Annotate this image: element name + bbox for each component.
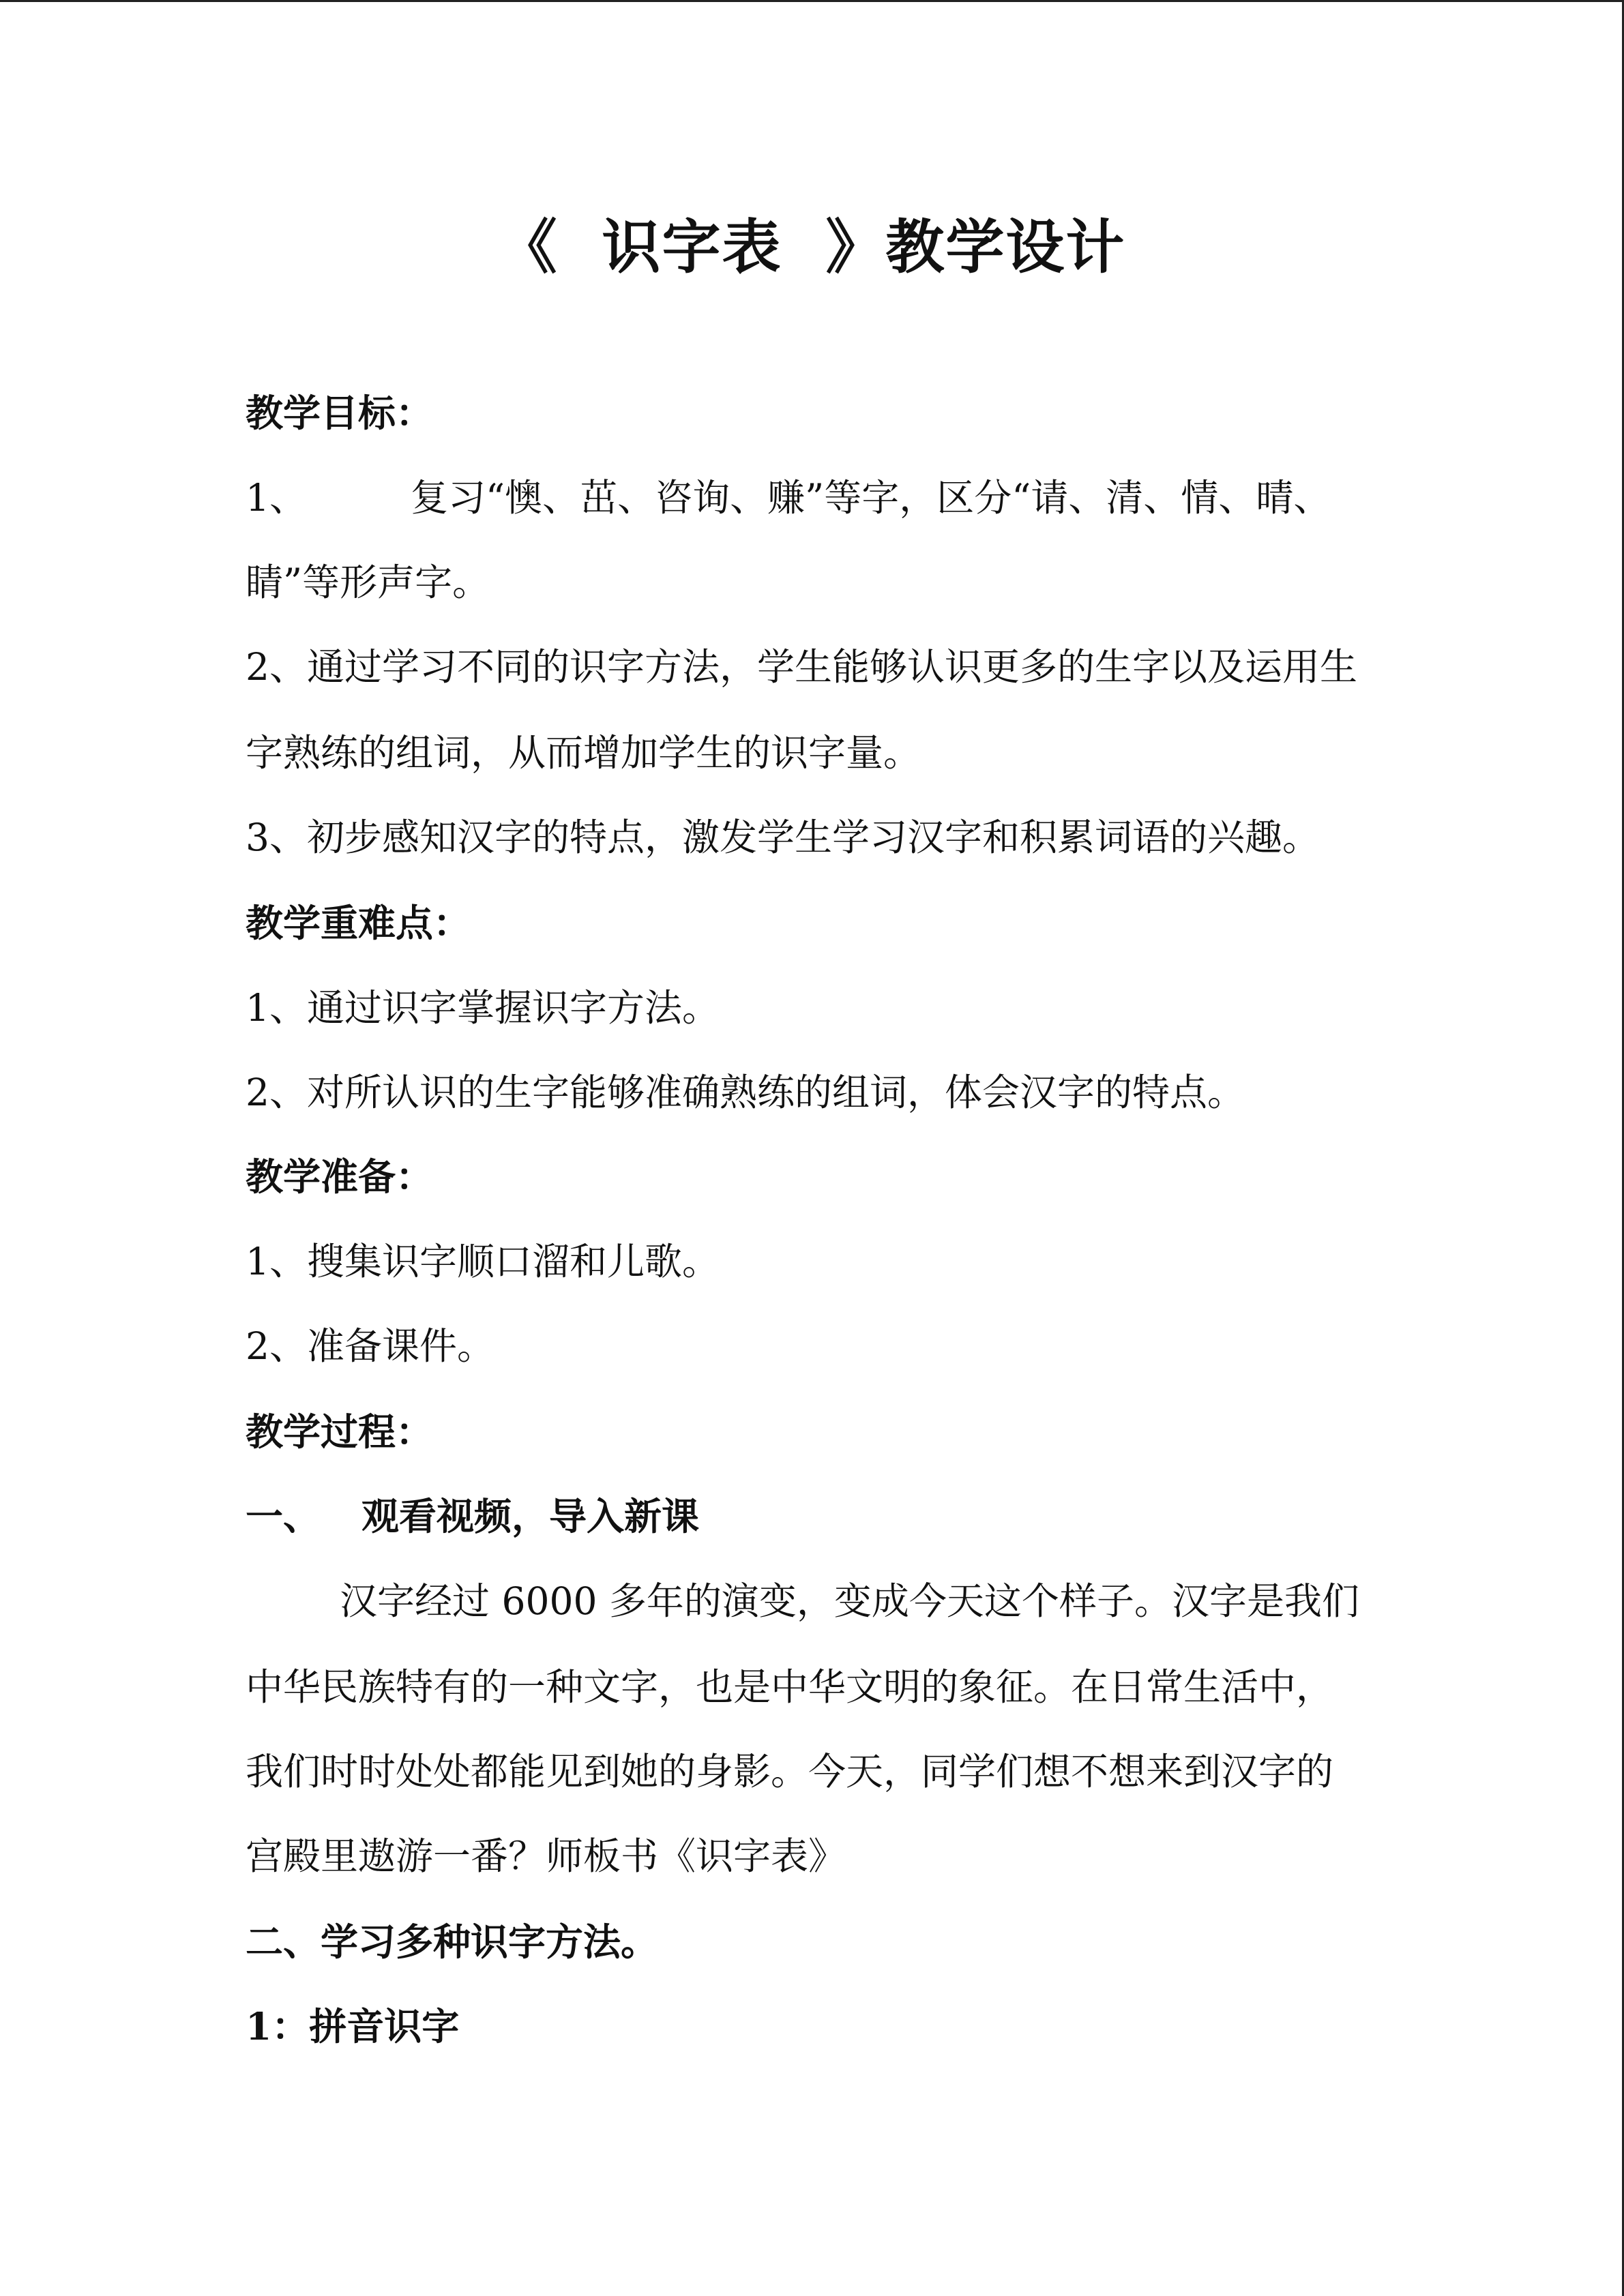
- section-1-paragraph-line2: 中华民族特有的一种文字，也是中华文明的象征。在日常生活中，: [246, 1665, 1334, 1709]
- section-1-number: 一、: [246, 1494, 321, 1538]
- document-title: 《 识字表 》教学设计: [498, 213, 1126, 282]
- section-2-heading: 二、学习多种识字方法。: [246, 1920, 659, 1964]
- objective-1-line1: [246, 474, 1331, 522]
- objective-1-line2: 睛”等形声字。: [246, 561, 490, 604]
- objectives-heading: 教学目标：: [246, 391, 434, 435]
- section-1-paragraph-line1: 汉字经过 6000 多年的演变，变成今天这个样子。汉字是我们: [340, 1579, 1359, 1623]
- objective-3: 3、初步感知汉字的特点，激发学生学习汉字和积累词语的兴趣。: [246, 816, 1320, 859]
- section-1-heading: [246, 1493, 699, 1540]
- objective-2-line2: 字熟练的组词，从而增加学生的识字量。: [246, 731, 921, 775]
- section-1-paragraph-line4: 宫殿里遨游一番？师板书《识字表》: [246, 1834, 846, 1878]
- objective-2-line1: 2、通过学习不同的识字方法，学生能够认识更多的生字以及运用生: [246, 645, 1357, 689]
- section-1-title: 观看视频，导入新课: [361, 1494, 700, 1538]
- preparation-heading: 教学准备：: [246, 1154, 434, 1199]
- objective-1-text: 复习“懊、茁、咨询、赚”等字，区分“请、清、情、晴、: [411, 476, 1331, 520]
- key-point-2: 2、对所认识的生字能够准确熟练的组词，体会汉字的特点。: [246, 1071, 1245, 1114]
- preparation-1: 1、搜集识字顺口溜和儿歌。: [246, 1240, 720, 1283]
- preparation-2: 2、准备课件。: [246, 1324, 494, 1368]
- key-points-heading: 教学重难点：: [246, 901, 471, 945]
- process-heading: 教学过程：: [246, 1410, 434, 1454]
- key-point-1: 1、通过识字掌握识字方法。: [246, 986, 720, 1030]
- section-1-paragraph-line3: 我们时时处处都能见到她的身影。今天，同学们想不想来到汉字的: [246, 1750, 1334, 1793]
- subsection-1-heading: 1：拼音识字: [246, 2004, 460, 2048]
- objective-1-number: 1、: [246, 476, 307, 520]
